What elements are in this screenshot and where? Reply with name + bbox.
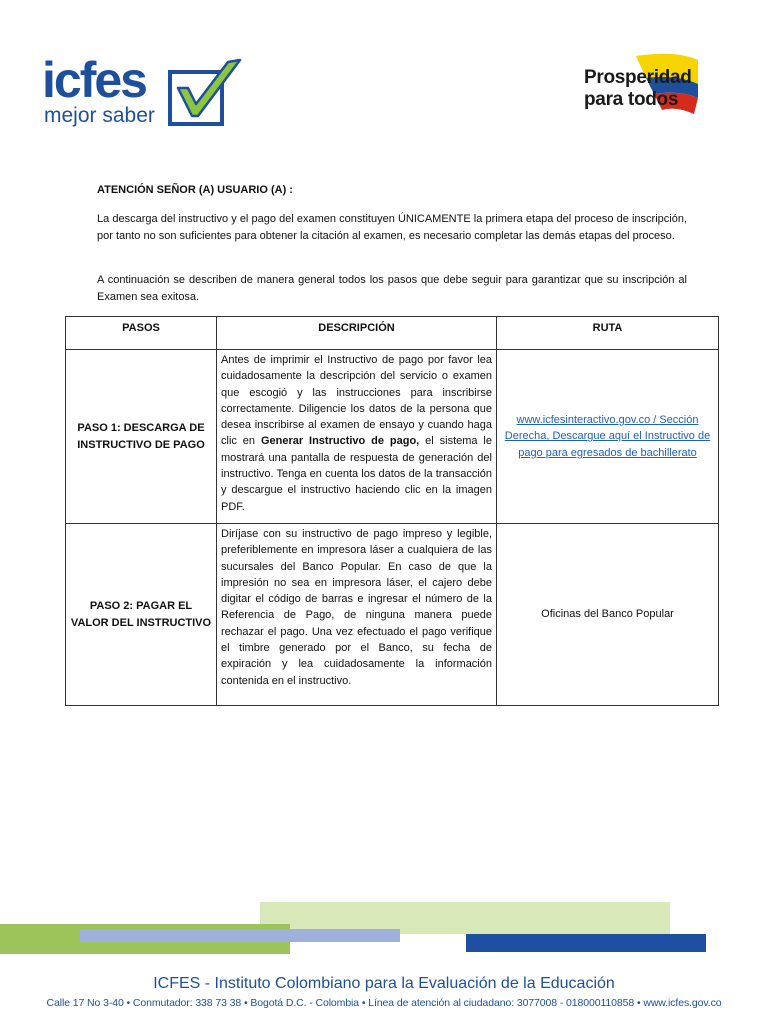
icfes-logo-word: icfes bbox=[42, 52, 146, 108]
step-1-route bbox=[497, 350, 719, 524]
notice-heading: ATENCIÓN SEÑOR (A) USUARIO (A) : bbox=[97, 184, 293, 196]
prosperidad-line2: para todos bbox=[584, 89, 679, 110]
table-row bbox=[66, 350, 719, 524]
header-pasos: PASOS bbox=[66, 317, 217, 350]
table-header-row bbox=[66, 317, 719, 350]
notice-paragraph-2: A continuación se describen de manera general todos los pasos que debe seguir para garantizar que su inscripción al Examen sea exitosa. bbox=[97, 274, 687, 303]
checkmark-icon bbox=[168, 58, 244, 128]
prosperidad-logo-text bbox=[584, 67, 692, 111]
step-1-name: PASO 1: DESCARGA DE INSTRUCTIVO DE PAGO bbox=[66, 350, 217, 524]
table-row bbox=[66, 524, 719, 706]
footer-title: ICFES - Instituto Colombiano para la Evaluación de la Educación bbox=[153, 975, 615, 992]
footer-bar-periwinkle bbox=[80, 929, 400, 942]
prosperidad-line1: Prosperidad bbox=[584, 67, 692, 88]
header-descripcion: DESCRIPCIÓN bbox=[217, 317, 497, 350]
step-1-desc-before: Antes de imprimir el Instructivo de pago por favor lea cuidadosamente la descripción del servicio o examen que escogió y las instrucciones para inscribirse correctamente. Diligencie los datos de la persona que desea inscribirse al examen de ensayo y cuando haga clic en bbox=[221, 354, 492, 448]
icfes-logo-tagline: mejor saber bbox=[44, 104, 155, 127]
icfes-logo bbox=[40, 52, 245, 132]
footer-bar-navy bbox=[466, 934, 706, 952]
step-1-desc-bold: Generar Instructivo de pago, bbox=[260, 435, 420, 448]
step-1-desc-after: el sistema le mostrará una pantalla de respuesta de generación del instructivo. Tenga en cuenta los datos de la transacción y descargue el instructivo haciendo clic en la imagen PDF. bbox=[221, 435, 492, 513]
footer-address: Calle 17 No 3-40 • Conmutador: 338 73 38 • Bogotá D.C. - Colombia • Línea de atención al ciudadano: 3077008 - 018000110858 • www.icfes.gov.co bbox=[46, 997, 722, 1009]
step-1-route-link[interactable]: www.icfesinteractivo.gov.co / Sección Derecha, Descargue aquí el Instructivo de pago para egresados de bachillerato bbox=[504, 414, 711, 459]
step-1-description bbox=[217, 350, 497, 524]
steps-table bbox=[65, 316, 719, 706]
step-2-route: Oficinas del Banco Popular bbox=[497, 524, 719, 706]
step-2-name: PASO 2: PAGAR EL VALOR DEL INSTRUCTIVO bbox=[66, 524, 217, 706]
notice-paragraph-1: La descarga del instructivo y el pago del examen constituyen ÚNICAMENTE la primera etapa del proceso de inscripción, por tanto no son suficientes para obtener la citación al examen, es necesario completar las demás etapas del proceso. bbox=[97, 213, 687, 242]
header-ruta: RUTA bbox=[497, 317, 719, 350]
step-2-description: Diríjase con su instructivo de pago impreso y legible, preferiblemente en impresora láser a cualquiera de las sucursales del Banco Popular. En caso de que la impresión no sea en impresora láser, el cajero debe digitar el código de barras e ingresar el número de la Referencia de Pago, de ninguna manera puede rechazar el pago. Una vez efectuado el pago verifique el timbre generado por el Banco, su fecha de expiración y lea cuidadosamente la información contenida en el instructivo. bbox=[217, 524, 497, 706]
prosperidad-logo bbox=[576, 50, 706, 132]
